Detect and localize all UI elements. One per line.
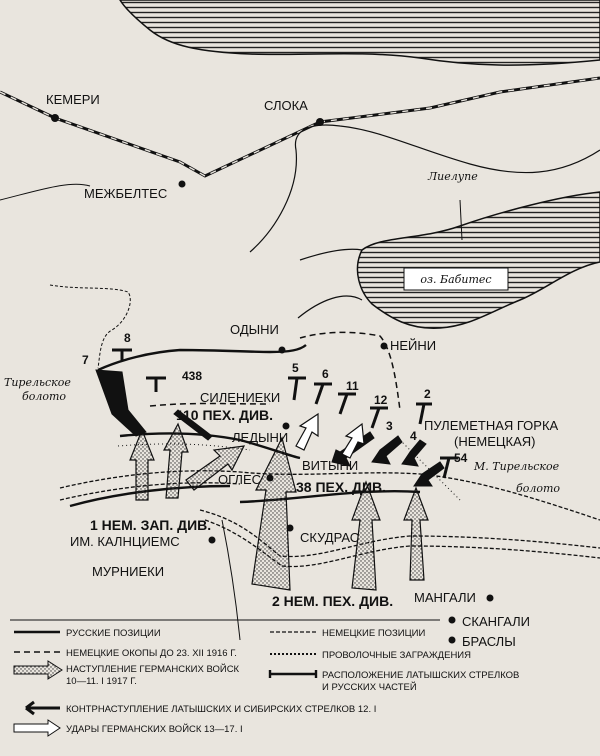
- swamp-tirel-1: Тирельское: [4, 376, 71, 389]
- german-offensive-arrow: [252, 438, 296, 590]
- gulf-of-riga: [120, 0, 600, 65]
- town-dot-sloka: [316, 118, 324, 126]
- unit-num-12: 12: [374, 393, 388, 407]
- town-dot-skangali: [449, 617, 456, 624]
- legend-offensive-1: НАСТУПЛЕНИЕ ГЕРМАНСКИХ ВОЙСК: [66, 664, 240, 675]
- town-dot-odyni: [279, 347, 286, 354]
- hill-label-1: ПУЛЕМЕТНАЯ ГОРКА: [424, 418, 559, 433]
- town-dot-brasly: [449, 637, 456, 644]
- legend-german: НЕМЕЦКИЕ ПОЗИЦИИ: [322, 628, 426, 639]
- legend-swatch-counter: [26, 702, 60, 714]
- counter-arrow-7: [96, 370, 146, 436]
- unit-num-11: 11: [346, 379, 359, 393]
- town-sloka: СЛОКА: [264, 98, 308, 113]
- strike-arrow: [342, 424, 364, 458]
- swamp-tirel-2: болото: [22, 390, 67, 403]
- town-brasly: БРАСЛЫ: [462, 634, 516, 649]
- legend-strike: УДАРЫ ГЕРМАНСКИХ ВОЙСК 13—17. I: [66, 724, 243, 735]
- lake-babites-label: оз. Бабитес: [420, 273, 492, 286]
- german-offensive-arrow: [404, 488, 428, 580]
- lake-babites: [357, 192, 600, 328]
- russian-front-line-3: [70, 486, 230, 506]
- town-vityni: ВИТЫНИ: [302, 458, 359, 473]
- legend-swatch-strike: [14, 720, 60, 736]
- town-dot-ogles: [267, 475, 274, 482]
- road-west: [0, 184, 90, 200]
- town-mangali: МАНГАЛИ: [414, 590, 476, 605]
- lielupe-label: Лиелупе: [428, 170, 478, 183]
- unit-marker: [338, 394, 356, 414]
- town-dot-mangali: [487, 595, 494, 602]
- unit-num-6: 6: [322, 367, 329, 381]
- unit-marker: [314, 384, 332, 404]
- unit-marker: [146, 378, 166, 392]
- strike-arrow: [296, 414, 318, 450]
- town-skangali: СКАНГАЛИ: [462, 614, 531, 629]
- town-dot-neyni: [381, 343, 388, 350]
- german-strike-arrows: [296, 414, 364, 458]
- town-kemeri: КЕМЕРИ: [46, 92, 100, 107]
- swamp-mtirel-2: болото: [516, 482, 561, 495]
- town-neyni: НЕЙНИ: [390, 338, 437, 353]
- counter-arrow: [372, 436, 402, 464]
- legend-russian: РУССКИЕ ПОЗИЦИИ: [66, 628, 161, 639]
- town-sileniyeki: СИЛЕНИЕКИ: [200, 390, 281, 405]
- road-south: [222, 520, 240, 640]
- lielupe-river-bank: [298, 249, 362, 318]
- div-38: 38 ПЕХ. ДИВ.: [296, 479, 387, 495]
- legend-swatch-latvian: [270, 670, 316, 678]
- unit-num-3: 3: [386, 419, 393, 433]
- unit-num-54: 54: [454, 451, 468, 465]
- swamp-mtirel-1: М. Тирельское: [474, 460, 560, 473]
- unit-num-2: 2: [424, 387, 431, 401]
- unit-num-5: 5: [292, 361, 299, 375]
- legend-trench: НЕМЕЦКИЕ ОКОПЫ ДО 23. XII 1916 Г.: [66, 648, 237, 659]
- legend-wire: ПРОВОЛОЧНЫЕ ЗАГРАЖДЕНИЯ: [322, 650, 471, 661]
- german-div-1: 1 НЕМ. ЗАП. ДИВ.: [90, 517, 212, 533]
- town-odyni: ОДЫНИ: [230, 322, 279, 337]
- town-dot-kalnciems: [209, 537, 216, 544]
- legend-latvian-1: РАСПОЛОЖЕНИЕ ЛАТЫШСКИХ СТРЕЛКОВ: [322, 670, 520, 681]
- unit-num-4: 4: [410, 429, 417, 443]
- town-skudras: СКУДРАС: [300, 530, 360, 545]
- legend-swatch-offensive: [14, 661, 62, 679]
- german-line-north: [50, 285, 130, 368]
- unit-num-438: 438: [182, 369, 203, 383]
- counter-arrow: [402, 440, 426, 466]
- unit-marker: [288, 378, 306, 400]
- german-div-2: 2 НЕМ. ПЕХ. ДИВ.: [272, 593, 394, 609]
- town-dot-kemeri: [51, 114, 59, 122]
- town-murnieki: МУРНИЕКИ: [92, 564, 165, 579]
- town-dot-mezhbeltes: [179, 181, 186, 188]
- town-ledyni: ЛЕДЫНИ: [232, 430, 289, 445]
- town-ogles: ОГЛЕС: [218, 472, 262, 487]
- town-kalnciems: ИМ. КАЛНЦИЕМС: [70, 534, 180, 549]
- town-dot-skudras: [287, 525, 294, 532]
- town-mezhbeltes: МЕЖБЕЛТЕС: [84, 186, 168, 201]
- legend-offensive-2: 10—11. I 1917 Г.: [66, 676, 137, 687]
- counter-arrow: [414, 462, 444, 486]
- div-110: 110 ПЕХ. ДИВ.: [176, 407, 274, 423]
- legend-latvian-2: И РУССКИХ ЧАСТЕЙ: [322, 682, 417, 693]
- legend: [14, 628, 519, 736]
- hill-label-2: (НЕМЕЦКАЯ): [454, 434, 536, 449]
- unit-num-7: 7: [82, 353, 89, 367]
- legend-counter: КОНТРНАСТУПЛЕНИЕ ЛАТЫШСКИХ И СИБИРСКИХ СТРЕЛКОВ 12. I: [66, 704, 377, 715]
- town-dot-ledyni: [283, 423, 290, 430]
- unit-num-8: 8: [124, 331, 131, 345]
